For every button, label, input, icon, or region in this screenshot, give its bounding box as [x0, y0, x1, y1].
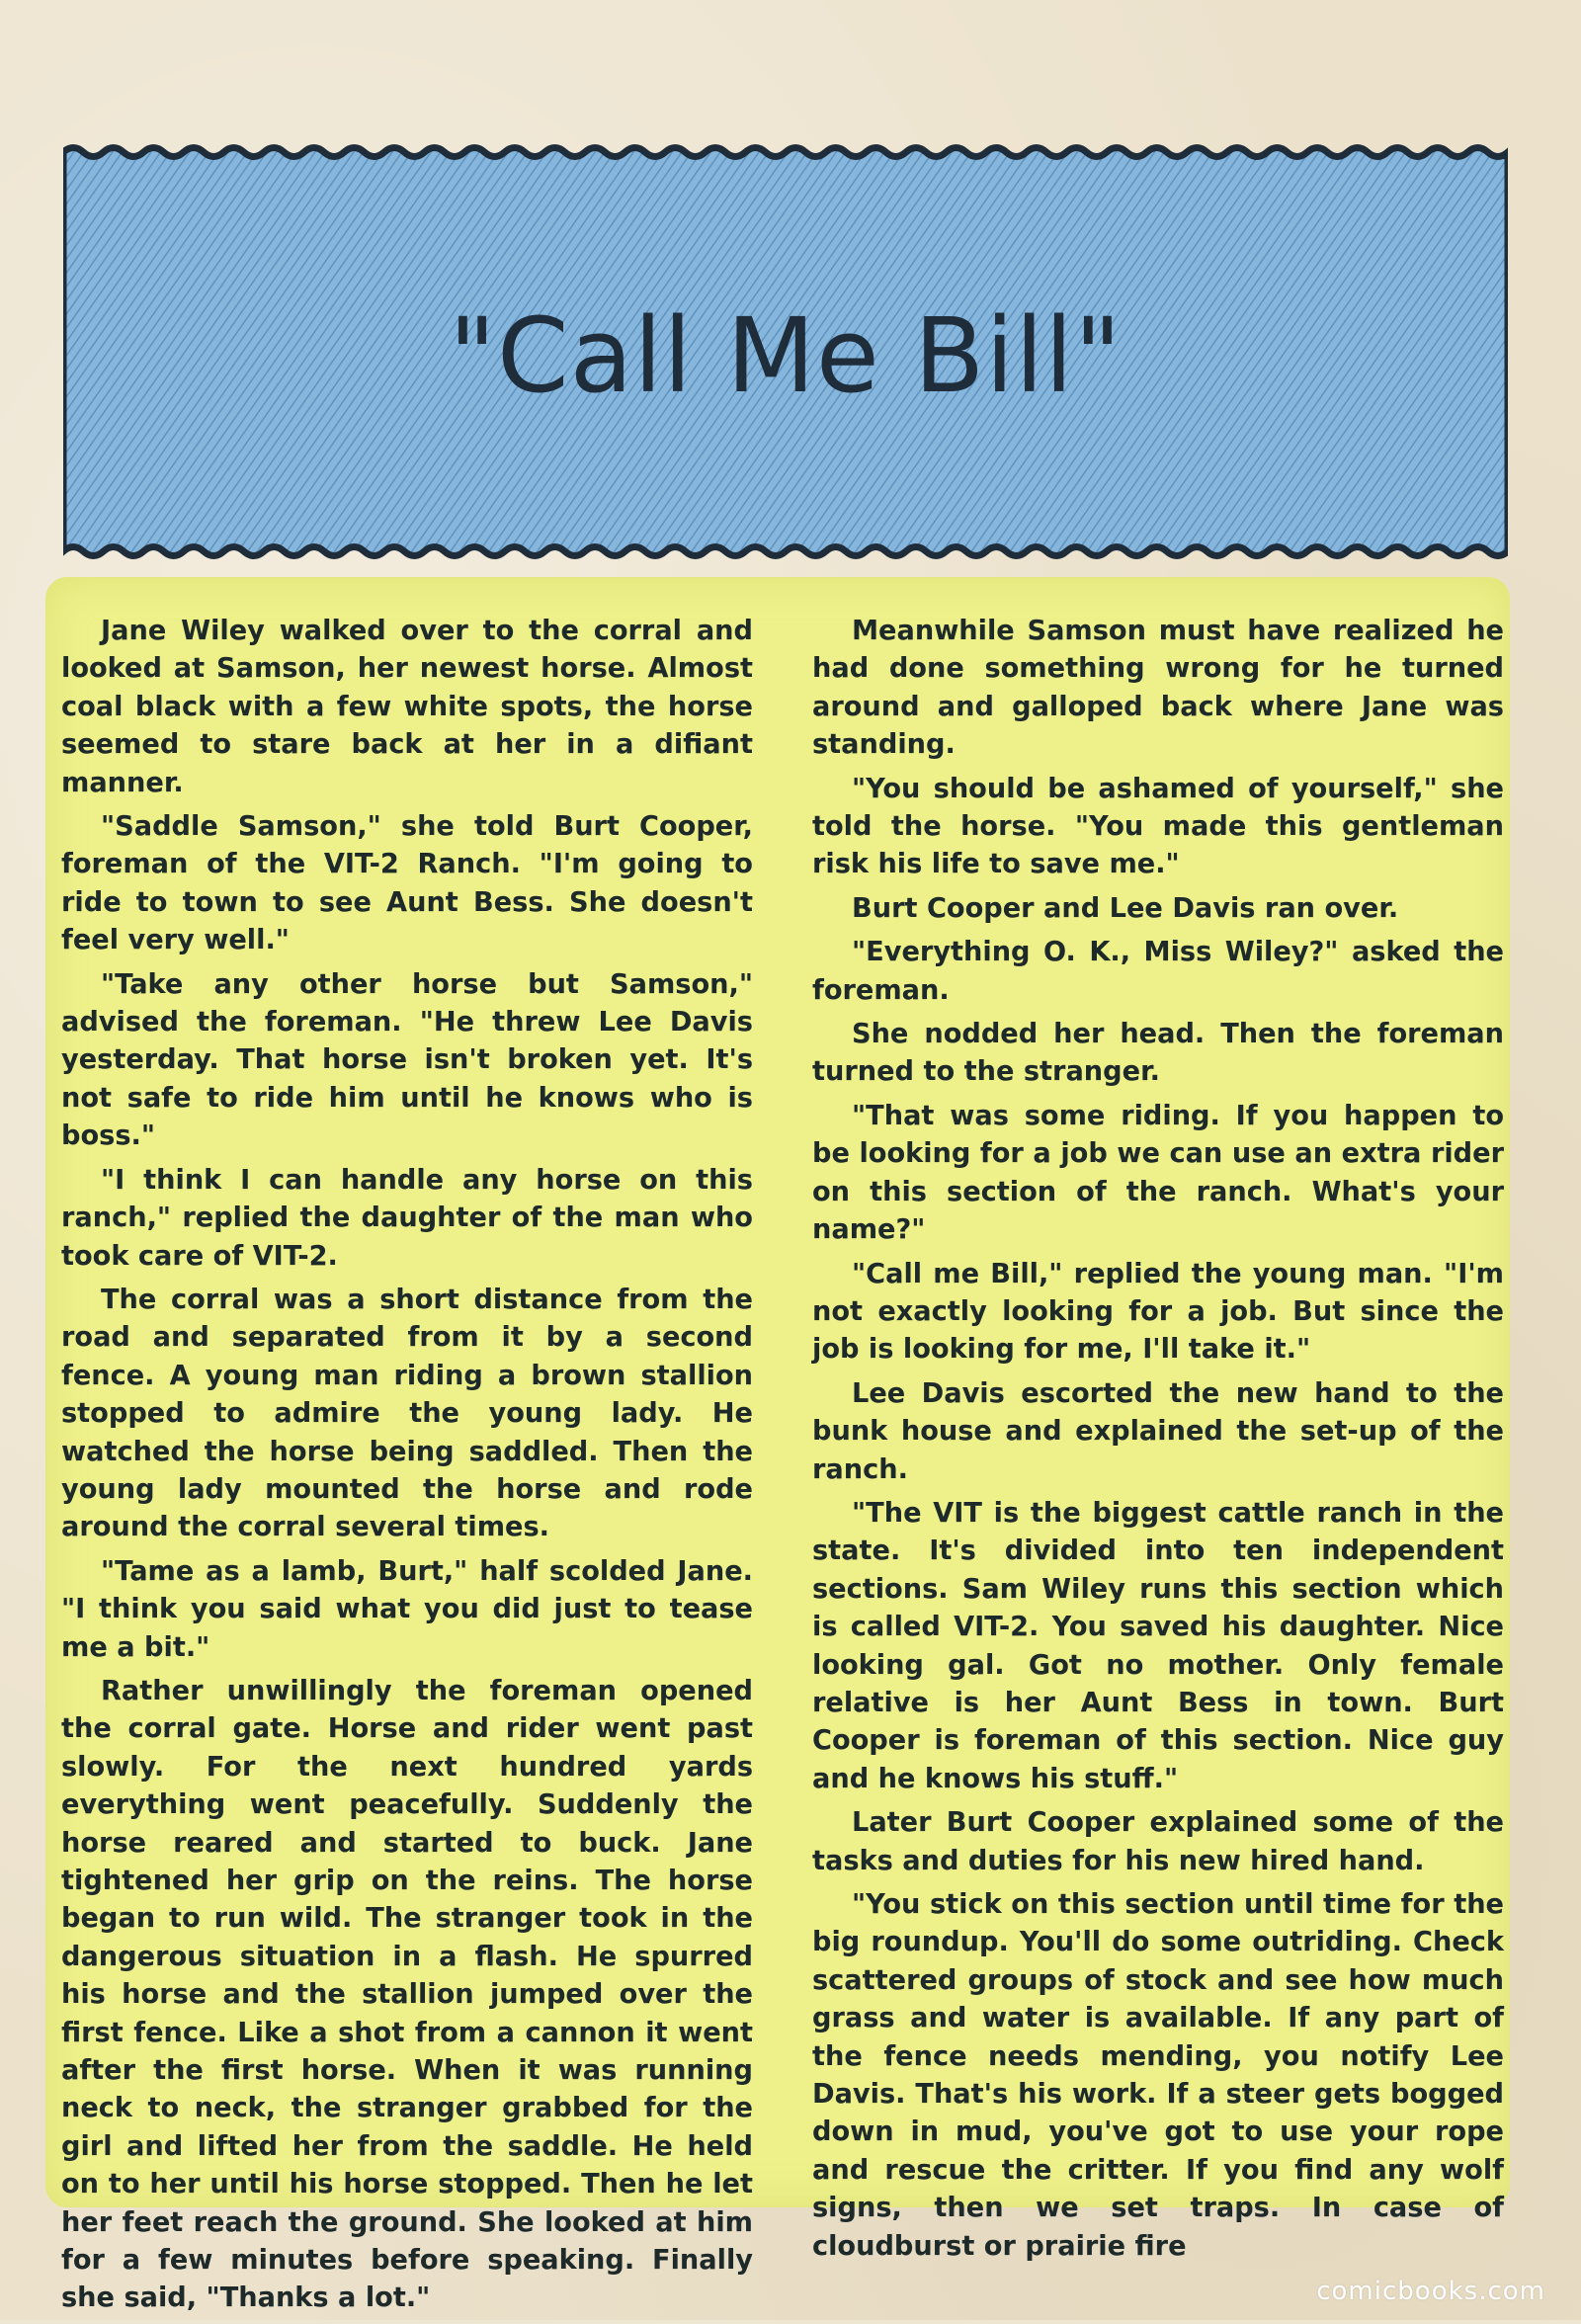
story-paragraph: Later Burt Cooper explained some of the tasks and duties for his new hired hand. [812, 1807, 1504, 1876]
site-watermark: comicbooks.com [1316, 2277, 1545, 2306]
story-paragraph: The corral was a short distance from the road and separated from it by a second fence. A young man riding a brown stallion stopped to admire the young lady. He watched the horse being saddled. Then the young lady mounted the horse and rode around the corral several times. [61, 1284, 753, 1543]
story-paragraph: Jane Wiley walked over to the corral and looked at Samson, her newest horse. Almost coal black with a few white spots, the horse seemed to stare back at her in a difiant manner. [61, 616, 753, 798]
story-paragraph: "Tame as a lamb, Burt," half scolded Jane. "I think you said what you did just to tease me a bit." [61, 1555, 753, 1663]
story-paragraph: "The VIT is the biggest cattle ranch in the state. It's divided into ten independent sections. Sam Wiley runs this section which is called VIT-2. You saved his daughter. Nice looking gal. Got no mother. Only female relative is her Aunt Bess in town. Burt Cooper is foreman of this section. Nice guy and he knows his stuff." [812, 1497, 1504, 1794]
story-column-left [61, 613, 753, 2324]
story-paragraph: "You stick on this section until time for the big roundup. You'll do some outriding. Check scattered groups of stock and see how much grass and water is available. If any part of the fence needs mending, you notify Lee Davis. That's his work. If a steer gets bogged down in mud, you've got to use your rope and rescue the critter. If you find any wolf signs, then we set traps. In case of cloudburst or prairie fire [812, 1889, 1504, 2262]
story-paragraph: Meanwhile Samson must have realized he had done something wrong for he turned around and galloped back where Jane was standing. [812, 616, 1504, 761]
story-title: "Call Me Bill" [449, 295, 1123, 416]
story-paragraph: "You should be ashamed of yourself," she told the horse. "You made this gentleman risk his life to save me." [812, 773, 1504, 880]
story-column-right [812, 613, 1504, 2272]
story-paragraph: "Saddle Samson," she told Burt Cooper, foreman of the VIT-2 Ranch. "I'm going to ride to town to see Aunt Bess. She doesn't feel very well." [61, 811, 753, 956]
story-paragraph: She nodded her head. Then the foreman turned to the stranger. [812, 1019, 1504, 1088]
story-paragraph: "Everything O. K., Miss Wiley?" asked the foreman. [812, 937, 1504, 1006]
story-paragraph: "That was some riding. If you happen to be looking for a job we can use an extra rider on this section of the ranch. What's your name?" [812, 1100, 1504, 1246]
title-banner [63, 138, 1508, 565]
story-paragraph: Burt Cooper and Lee Davis ran over. [852, 892, 1399, 924]
story-paragraph: "Take any other horse but Samson," advised the foreman. "He threw Lee Davis yesterday. That horse isn't broken yet. It's not safe to ride him until he knows who is boss." [61, 968, 753, 1152]
story-paragraph: "I think I can handle any horse on this ranch," replied the daughter of the man who took care of VIT-2. [61, 1164, 753, 1272]
story-paragraph: "Call me Bill," replied the young man. "I'm not exactly looking for a job. But since the job is looking for me, I'll take it." [812, 1258, 1504, 1366]
story-paragraph: Lee Davis escorted the new hand to the bunk house and explained the set-up of the ranch. [812, 1377, 1504, 1485]
story-paragraph: Rather unwillingly the foreman opened the corral gate. Horse and rider went past slowly. For the next hundred yards everything went peacefully. Suddenly the horse reared and started to buck. Jane tightened her grip on the reins. The horse began to run wild. The stranger took in the dangerous situation in a flash. He spurred his horse and the stallion jumped over the first fence. Like a shot from a cannon it went after the first horse. When it was running neck to neck, the stranger grabbed for the girl and lifted her from the saddle. He held on to her until his horse stopped. Then he let her feet reach the ground. She looked at him for a few minutes before speaking. Finally she said, "Thanks a lot." [61, 1675, 753, 2314]
